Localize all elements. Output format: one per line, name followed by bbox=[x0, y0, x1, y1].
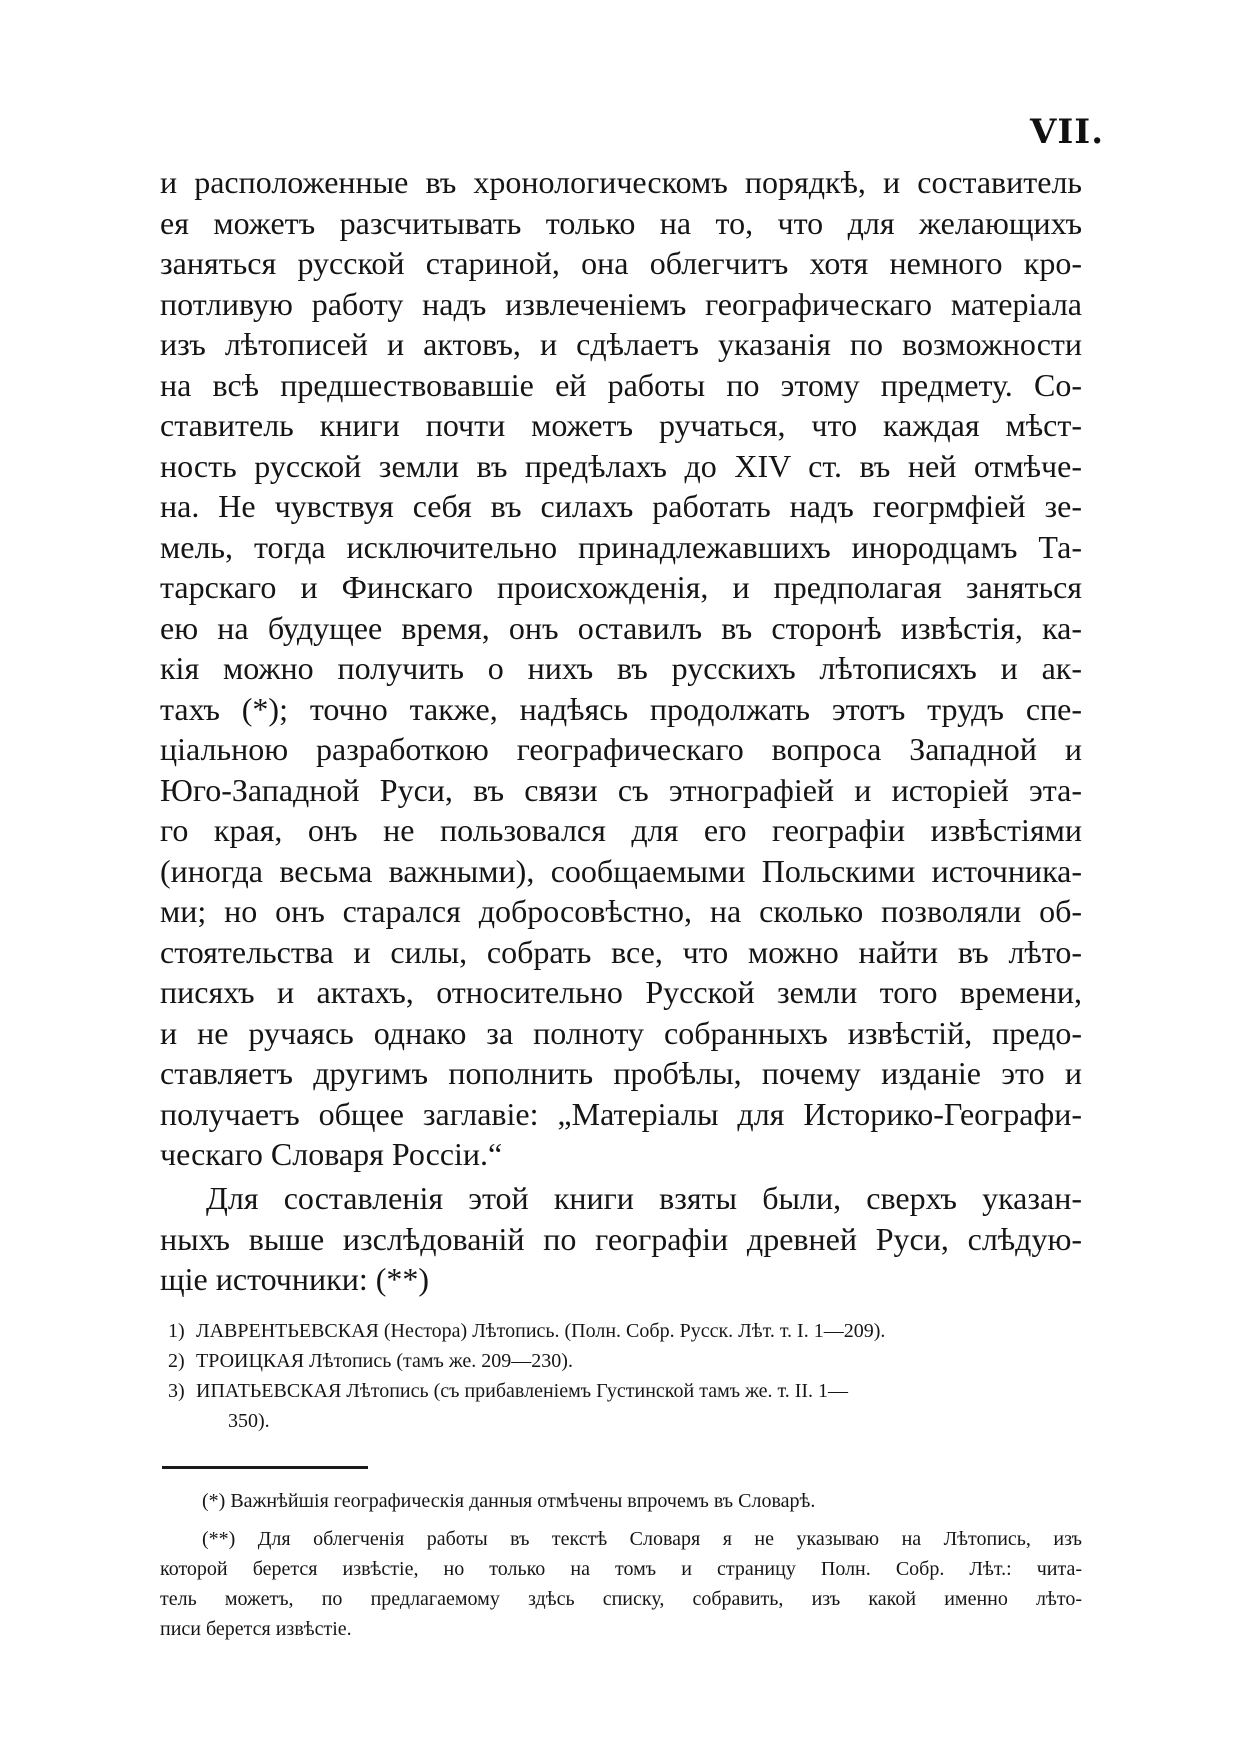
text-line: кія можно получить о нихъ въ русскихъ лѣтописяхъ и ак- bbox=[160, 650, 1082, 686]
sources-list bbox=[168, 1316, 1080, 1436]
footnote-line: тель можетъ, по предлагаемому здѣсь списку, собравить, изъ какой именно лѣто- bbox=[160, 1588, 1082, 1610]
text-line: щіе источники: (**) bbox=[160, 1261, 430, 1297]
text-line: ныхъ выше изслѣдованій по географіи древней Руси, слѣдую- bbox=[160, 1220, 1082, 1257]
footnote-2 bbox=[160, 1524, 1082, 1644]
source-text: ЛАВРЕНТЬЕВСКАЯ (Нестора) Лѣтопись. (Полн. Собр. Русск. Лѣт. т. I. 1—209). bbox=[196, 1320, 886, 1342]
text-line: писяхъ и актахъ, относительно Русской земли того времени, bbox=[160, 974, 1082, 1010]
text-line: ность русской земли въ предѣлахъ до XIV ст. въ ней отмѣче- bbox=[160, 447, 1082, 484]
source-text: ТРОИЦКАЯ Лѣтопись (тамъ же. 209—230). bbox=[196, 1350, 573, 1372]
source-number: 2) bbox=[168, 1350, 185, 1372]
paragraph-main bbox=[160, 162, 1082, 1175]
text-line: ціальною разработкою географическаго вопроса Западной и bbox=[160, 731, 1082, 767]
text-line: (иногда весьма важными), сообщаемыми Польскими источника- bbox=[160, 852, 1082, 889]
text-line: тарскаго и Финскаго происхожденія, и предполагая заняться bbox=[160, 569, 1082, 605]
footnote-1 bbox=[160, 1486, 1082, 1516]
footnote-divider bbox=[162, 1466, 368, 1469]
text-line: ставитель книги почти можетъ ручаться, что каждая мѣст- bbox=[160, 407, 1082, 443]
source-item-continuation: 350). bbox=[228, 1410, 270, 1432]
footnote-gap bbox=[160, 1516, 1082, 1524]
footnote-line: писи берется извѣстіе. bbox=[160, 1618, 352, 1640]
text-line: изъ лѣтописей и актовъ, и сдѣлаетъ указанія по возможности bbox=[160, 326, 1082, 362]
footnotes bbox=[160, 1486, 1082, 1644]
text-line: на. Не чувствуя себя въ силахъ работать надъ геогрмфіей зе- bbox=[160, 488, 1082, 524]
text-line: Для составленія этой книги взяты были, сверхъ указан- bbox=[206, 1180, 1082, 1216]
text-line: тахъ (*); точно также, надѣясь продолжать этотъ трудъ спе- bbox=[160, 690, 1082, 727]
text-line: го края, онъ не пользовался для его географіи извѣстіями bbox=[160, 812, 1082, 848]
text-line: и расположенные въ хронологическомъ порядкѣ, и составитель bbox=[160, 164, 1082, 200]
source-item bbox=[168, 1316, 1080, 1346]
text-line: потливую работу надъ извлеченіемъ географическаго матеріала bbox=[160, 285, 1082, 322]
text-line: ставляетъ другимъ пополнить пробѣлы, почему изданіе это и bbox=[160, 1055, 1082, 1091]
source-number: 1) bbox=[168, 1320, 185, 1342]
text-line: ея можетъ разсчитывать только на то, что для желающихъ bbox=[160, 204, 1082, 241]
source-item bbox=[168, 1376, 1080, 1406]
paragraph-sources-intro bbox=[160, 1178, 1082, 1300]
text-line: ческаго Словаря Россіи.“ bbox=[160, 1136, 503, 1172]
page-number: VII. bbox=[1030, 112, 1105, 152]
footnote-line: (*) Важнѣйшія географическія данныя отмѣчены впрочемъ въ Словарѣ. bbox=[202, 1490, 816, 1512]
text-line: стоятельства и силы, собрать все, что можно найти въ лѣто- bbox=[160, 933, 1082, 970]
text-line: и не ручаясь однако за полноту собранныхъ извѣстій, предо- bbox=[160, 1014, 1082, 1051]
text-line: заняться русской стариной, она облегчитъ хотя немного кро- bbox=[160, 245, 1082, 281]
footnote-line: которой берется извѣстіе, но только на томъ и страницу Полн. Собр. Лѣт.: чита- bbox=[160, 1558, 1082, 1580]
source-number: 3) bbox=[168, 1380, 185, 1402]
text-line: Юго-Западной Руси, въ связи съ этнографіей и исторіей эта- bbox=[160, 771, 1082, 808]
footnote-line: (**) Для облегченія работы въ текстѣ Словаря я не указываю на Лѣтопись, изъ bbox=[202, 1528, 1082, 1550]
text-line: мель, тогда исключительно принадлежавшихъ инородцамъ Та- bbox=[160, 528, 1082, 565]
text-line: получаетъ общее заглавіе: „Матеріалы для Историко-Географи- bbox=[160, 1095, 1082, 1132]
text-line: ми; но онъ старался добросовѣстно, на сколько позволяли об- bbox=[160, 893, 1082, 929]
text-line: ею на будущее время, онъ оставилъ въ сторонѣ извѣстія, ка- bbox=[160, 609, 1082, 646]
source-text: ИПАТЬЕВСКАЯ Лѣтопись (съ прибавленіемъ Густинской тамъ же. т. II. 1— bbox=[196, 1380, 849, 1402]
text-line: на всѣ предшествовавшіе ей работы по этому предмету. Со- bbox=[160, 366, 1082, 403]
source-item bbox=[168, 1346, 1080, 1376]
